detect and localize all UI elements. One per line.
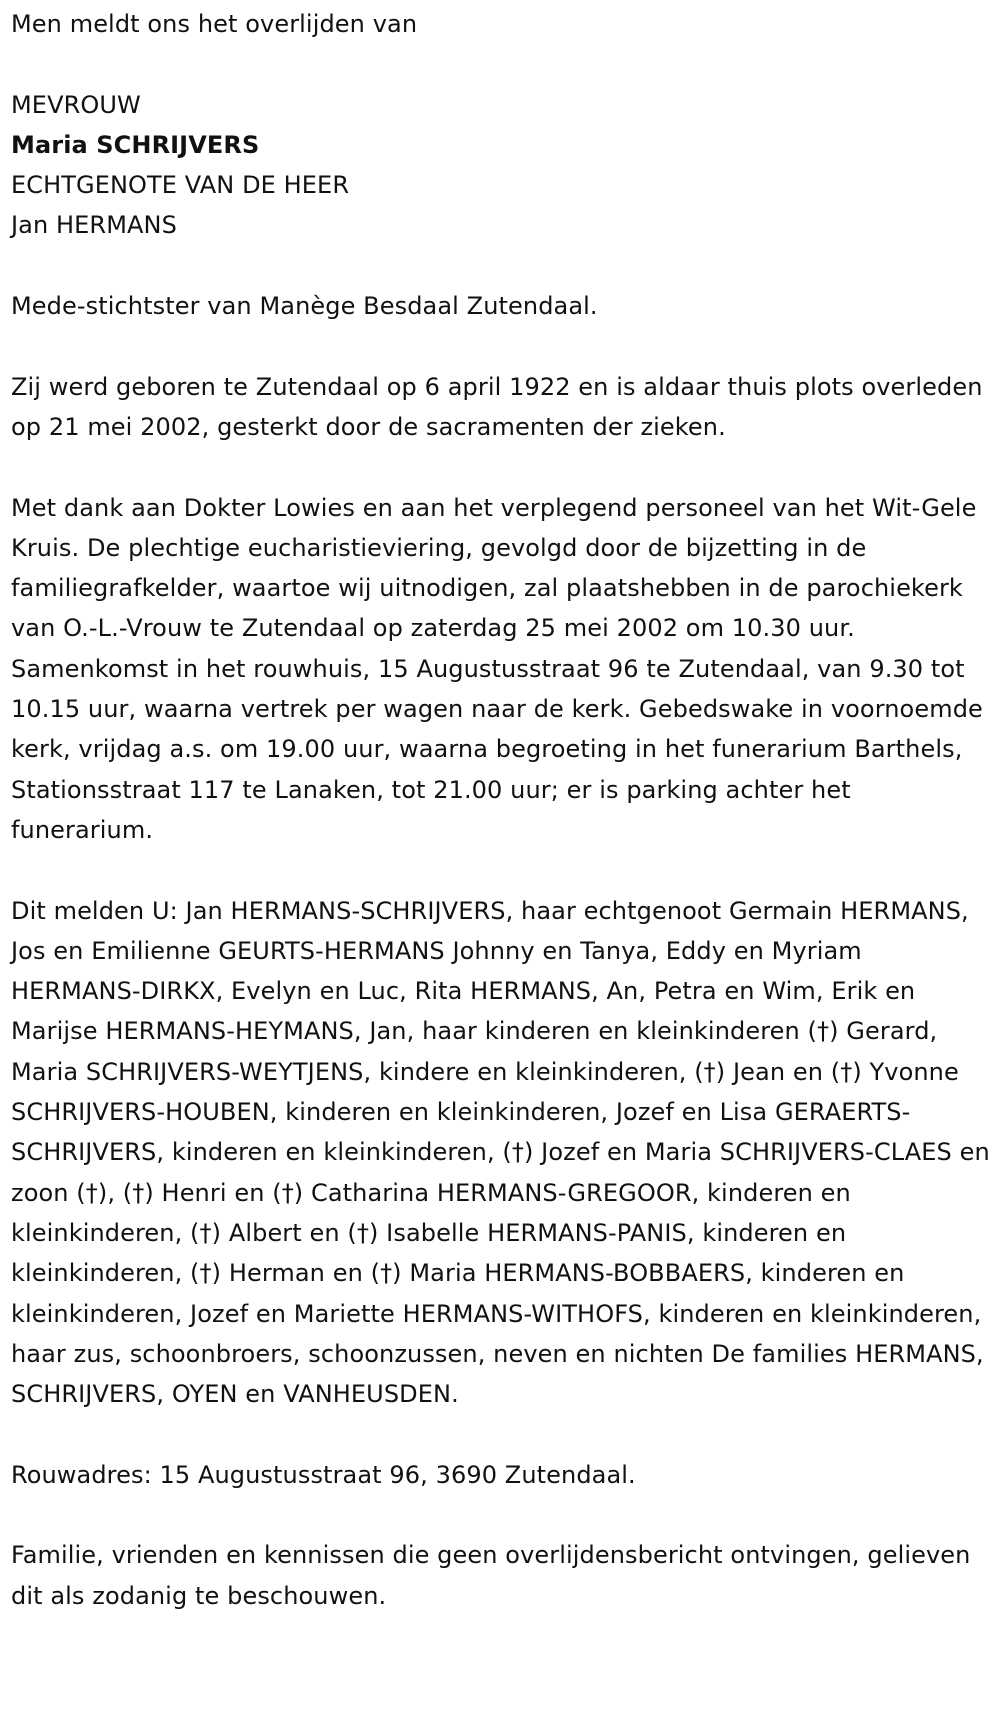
relation-line: ECHTGENOTE VAN DE HEER bbox=[11, 171, 350, 200]
deceased-name: Maria SCHRIJVERS bbox=[11, 130, 260, 159]
founder-line: Mede-stichtster van Manège Besdaal Zutendaal. bbox=[11, 292, 598, 321]
spacer bbox=[11, 44, 990, 84]
spacer bbox=[11, 850, 990, 890]
intro-line: Men meldt ons het overlijden van bbox=[11, 10, 418, 38]
spacer bbox=[11, 246, 990, 286]
spouse-name: Jan HERMANS bbox=[11, 211, 177, 240]
spacer bbox=[11, 1495, 990, 1535]
spacer bbox=[11, 1414, 990, 1454]
address-line: Rouwadres: 15 Augustusstraat 96, 3690 Zutendaal. bbox=[11, 1460, 636, 1489]
spacer bbox=[11, 447, 990, 487]
spacer bbox=[11, 326, 990, 366]
ceremony-paragraph: Met dank aan Dokter Lowies en aan het verplegend personeel van het Wit-Gele Kruis. De plechtige eucharistieviering, gevolgd door de bijzetting in de familiegrafkelder, waartoe wij uitnodigen, zal plaatshebben in de parochiekerk van O.-L.-Vrouw te Zutendaal op zaterdag 25 mei 2002 om 10.30 uur. Samenkomst in het rouwhuis, 15 Augustusstraat 96 te Zutendaal, van 9.30 tot 10.15 uur, waarna vertrek per wagen naar de kerk. Gebedswake in voornoemde kerk, vrijdag a.s. om 19.00 uur, waarna begroeting in het funerarium Barthels, Stationsstraat 117 te Lanaken, tot 21.00 uur; er is parking achter het funerarium. bbox=[11, 493, 983, 844]
honorific: MEVROUW bbox=[11, 90, 141, 119]
closing-paragraph: Familie, vrienden en kennissen die geen overlijdensbericht ontvingen, gelieven dit als zodanig te beschouwen. bbox=[11, 1541, 971, 1610]
family-paragraph: Dit melden U: Jan HERMANS-SCHRIJVERS, haar echtgenoot Germain HERMANS, Jos en Emilienne GEURTS-HERMANS Johnny en Tanya, Eddy en Myriam HERMANS-DIRKX, Evelyn en Luc, Rita HERMANS, An, Petra en Wim, Erik en Marijse HERMANS-HEYMANS, Jan, haar kinderen en kleinkinderen (†) Gerard, Maria SCHRIJVERS-WEYTJENS, kindere en kleinkinderen, (†) Jean en (†) Yvonne SCHRIJVERS-HOUBEN, kinderen en kleinkinderen, Jozef en Lisa GERAERTS-SCHRIJVERS, kinderen en kleinkinderen, (†) Jozef en Maria SCHRIJVERS-CLAES en zoon (†), (†) Henri en (†) Catharina HERMANS-GREGOOR, kinderen en kleinkinderen, (†) Albert en (†) Isabelle HERMANS-PANIS, kinderen en kleinkinderen, (†) Herman en (†) Maria HERMANS-BOBBAERS, kinderen en kleinkinderen, Jozef en Mariette HERMANS-WITHOFS, kinderen en kleinkinderen, haar zus, schoonbroers, schoonzussen, neven en nichten De families HERMANS, SCHRIJVERS, OYEN en VANHEUSDEN. bbox=[11, 896, 990, 1409]
birth-death-paragraph: Zij werd geboren te Zutendaal op 6 april 1922 en is aldaar thuis plots overleden op 21 mei 2002, gesterkt door de sacramenten der zieken. bbox=[11, 372, 983, 441]
